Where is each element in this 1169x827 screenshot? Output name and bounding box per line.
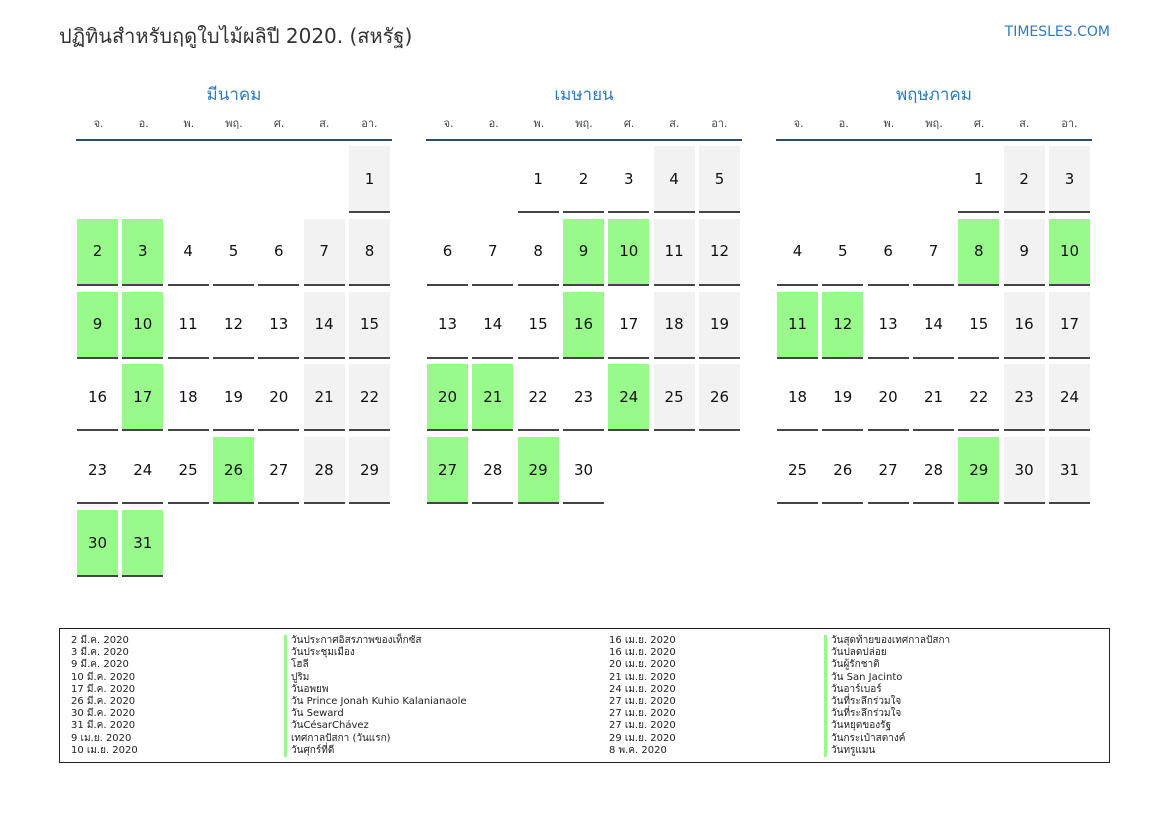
day-cell[interactable]: 7 xyxy=(472,219,513,286)
legend-holiday-name: วันอพยพ xyxy=(284,684,467,696)
legend-holiday-name: วัน Prince Jonah Kuhio Kalanianaole xyxy=(284,696,467,708)
weekday-label: อา. xyxy=(1061,117,1078,130)
day-cell[interactable]: 10 xyxy=(608,219,649,286)
legend-holiday-name: วัน San Jacinto xyxy=(824,672,950,684)
weekday-label: จ. xyxy=(443,117,454,130)
day-cell[interactable]: 13 xyxy=(258,292,299,359)
day-cell[interactable]: 13 xyxy=(427,292,468,359)
day-cell[interactable]: 19 xyxy=(213,364,254,431)
day-cell[interactable]: 25 xyxy=(168,437,209,504)
day-cell[interactable]: 23 xyxy=(563,364,604,431)
weekday-label: ศ. xyxy=(623,117,635,130)
weekday-label: อ. xyxy=(138,117,149,130)
day-cell[interactable]: 9 xyxy=(77,292,118,359)
day-cell[interactable]: 15 xyxy=(349,292,390,359)
day-cell[interactable]: 18 xyxy=(654,292,695,359)
day-cell[interactable]: 2 xyxy=(563,146,604,213)
weekday-label: ส. xyxy=(669,117,680,130)
weekday-label: ศ. xyxy=(973,117,985,130)
legend-names-left xyxy=(284,635,467,757)
day-cell[interactable]: 26 xyxy=(699,364,740,431)
day-cell[interactable]: 7 xyxy=(913,219,954,286)
weekday-label: อา. xyxy=(361,117,378,130)
day-cell[interactable]: 7 xyxy=(304,219,345,286)
legend-date: 24 เม.ย. 2020 xyxy=(609,683,676,695)
legend-holiday-name: วันปลดปล่อย xyxy=(824,647,950,659)
day-cell[interactable]: 28 xyxy=(913,437,954,504)
day-cell[interactable]: 28 xyxy=(304,437,345,504)
weekday-label: อา. xyxy=(711,117,728,130)
day-cell[interactable]: 20 xyxy=(868,364,909,431)
day-cell[interactable]: 18 xyxy=(168,364,209,431)
day-cell[interactable]: 23 xyxy=(77,437,118,504)
day-cell[interactable]: 10 xyxy=(1049,219,1090,286)
weekday-label: อ. xyxy=(838,117,849,130)
day-cell[interactable]: 12 xyxy=(213,292,254,359)
day-cell[interactable]: 29 xyxy=(958,437,999,504)
day-cell[interactable]: 25 xyxy=(777,437,818,504)
legend-holiday-name: วันผู้รักชาติ xyxy=(824,659,950,671)
day-cell[interactable]: 4 xyxy=(168,219,209,286)
day-cell[interactable]: 20 xyxy=(258,364,299,431)
month-name: พฤษภาคม xyxy=(895,85,973,105)
legend-date: 20 เม.ย. 2020 xyxy=(609,659,676,671)
day-cell[interactable]: 3 xyxy=(1049,146,1090,213)
legend-date: 9 เม.ย. 2020 xyxy=(71,732,132,744)
weekday-header xyxy=(426,117,742,141)
legend-names-right xyxy=(824,635,950,757)
legend-holiday-name: วันCésarChávez xyxy=(284,720,467,732)
weekday-label: พฤ. xyxy=(575,117,593,130)
day-cell[interactable]: 8 xyxy=(958,219,999,286)
day-cell[interactable]: 11 xyxy=(654,219,695,286)
day-cell[interactable]: 24 xyxy=(608,364,649,431)
day-cell[interactable]: 24 xyxy=(122,437,163,504)
day-cell[interactable]: 29 xyxy=(518,437,559,504)
day-cell[interactable]: 16 xyxy=(77,364,118,431)
day-cell[interactable]: 8 xyxy=(349,219,390,286)
legend-holiday-name: วัน Seward xyxy=(284,708,467,720)
weekday-label: จ. xyxy=(793,117,804,130)
day-cell[interactable]: 14 xyxy=(472,292,513,359)
day-cell[interactable]: 22 xyxy=(958,364,999,431)
weekday-label: ส. xyxy=(1019,117,1030,130)
day-cell[interactable]: 11 xyxy=(168,292,209,359)
day-cell[interactable]: 17 xyxy=(1049,292,1090,359)
day-cell[interactable]: 6 xyxy=(427,219,468,286)
day-cell[interactable]: 22 xyxy=(349,364,390,431)
day-cell[interactable]: 4 xyxy=(654,146,695,213)
day-cell[interactable]: 28 xyxy=(472,437,513,504)
legend-holiday-name: วันสุดท้ายของเทศกาลปัสกา xyxy=(824,635,950,647)
day-cell[interactable]: 13 xyxy=(868,292,909,359)
legend-date: 8 พ.ค. 2020 xyxy=(609,744,667,756)
weekday-header xyxy=(776,117,1092,141)
weekday-label: พฤ. xyxy=(925,117,943,130)
weekday-label: ศ. xyxy=(273,117,285,130)
month-name: มีนาคม xyxy=(206,85,262,105)
day-cell[interactable]: 11 xyxy=(777,292,818,359)
weekday-label: ส. xyxy=(319,117,330,130)
legend-date: 26 มี.ค. 2020 xyxy=(71,696,136,708)
day-cell[interactable]: 31 xyxy=(1049,437,1090,504)
legend-holiday-name: เทศกาลปัสกา (วันแรก) xyxy=(284,733,467,745)
legend-holiday-name: วันอาร์เบอร์ xyxy=(824,684,950,696)
day-cell[interactable]: 30 xyxy=(1004,437,1045,504)
month-calendar xyxy=(776,84,1092,479)
legend-dates-right xyxy=(609,635,676,757)
day-cell[interactable]: 4 xyxy=(777,219,818,286)
day-cell[interactable]: 26 xyxy=(213,437,254,504)
day-cell[interactable]: 9 xyxy=(1004,219,1045,286)
legend-date: 31 มี.ค. 2020 xyxy=(71,720,136,732)
legend-date: 10 มี.ค. 2020 xyxy=(71,671,136,683)
day-cell[interactable]: 12 xyxy=(699,219,740,286)
legend-date: 27 เม.ย. 2020 xyxy=(609,696,676,708)
month-calendar xyxy=(426,84,742,479)
page-title: ปฏิทินสำหรับฤดูใบไม้ผลิปี 2020. (สหรัฐ) xyxy=(59,24,413,48)
day-cell[interactable]: 29 xyxy=(349,437,390,504)
day-cell[interactable]: 17 xyxy=(608,292,649,359)
legend-holiday-name: วันหยุดของรัฐ xyxy=(824,720,950,732)
day-cell[interactable]: 5 xyxy=(822,219,863,286)
day-cell[interactable]: 27 xyxy=(427,437,468,504)
legend-date: 16 เม.ย. 2020 xyxy=(609,635,676,646)
weekday-label: พฤ. xyxy=(225,117,243,130)
day-cell[interactable]: 1 xyxy=(518,146,559,213)
day-cell[interactable]: 18 xyxy=(777,364,818,431)
legend-holiday-name: ปูริม xyxy=(284,672,467,684)
day-cell[interactable]: 22 xyxy=(518,364,559,431)
day-cell[interactable]: 21 xyxy=(472,364,513,431)
day-cell[interactable]: 15 xyxy=(518,292,559,359)
legend-date: 10 เม.ย. 2020 xyxy=(71,744,138,756)
day-cell[interactable]: 30 xyxy=(77,510,118,577)
day-cell[interactable]: 27 xyxy=(868,437,909,504)
day-cell[interactable]: 19 xyxy=(822,364,863,431)
day-cell[interactable]: 17 xyxy=(122,364,163,431)
legend-holiday-name: วันศุกร์ที่ดี xyxy=(284,745,467,757)
day-cell[interactable]: 6 xyxy=(868,219,909,286)
day-cell[interactable]: 2 xyxy=(77,219,118,286)
legend-date: 27 เม.ย. 2020 xyxy=(609,720,676,732)
day-cell[interactable]: 1 xyxy=(958,146,999,213)
legend-holiday-name: วันที่ระลึกร่วมใจ xyxy=(824,696,950,708)
legend-holiday-name: วันทรูแมน xyxy=(824,745,950,757)
legend-date: 29 เม.ย. 2020 xyxy=(609,732,676,744)
day-cell[interactable]: 26 xyxy=(822,437,863,504)
day-cell[interactable]: 5 xyxy=(699,146,740,213)
legend-dates-left xyxy=(71,635,138,757)
day-cell[interactable]: 24 xyxy=(1049,364,1090,431)
day-cell[interactable]: 30 xyxy=(563,437,604,504)
day-cell[interactable]: 9 xyxy=(563,219,604,286)
day-cell[interactable]: 8 xyxy=(518,219,559,286)
day-cell[interactable]: 6 xyxy=(258,219,299,286)
day-cell[interactable]: 23 xyxy=(1004,364,1045,431)
day-cell[interactable]: 1 xyxy=(349,146,390,213)
day-cell[interactable]: 25 xyxy=(654,364,695,431)
month-name: เมษายน xyxy=(554,85,614,105)
legend-holiday-name: วันกระเป๋าสตางค์ xyxy=(824,733,950,745)
legend-date: 21 เม.ย. 2020 xyxy=(609,671,676,683)
legend-holiday-name: วันประกาศอิสรภาพของเท็กซัส xyxy=(284,635,467,647)
day-cell[interactable]: 5 xyxy=(213,219,254,286)
day-cell[interactable]: 10 xyxy=(122,292,163,359)
legend-holiday-name: วันประชุมเมือง xyxy=(284,647,467,659)
day-cell[interactable]: 27 xyxy=(258,437,299,504)
day-cell[interactable]: 3 xyxy=(608,146,649,213)
day-cell[interactable]: 31 xyxy=(122,510,163,577)
day-cell[interactable]: 20 xyxy=(427,364,468,431)
holiday-legend xyxy=(59,628,1110,763)
day-cell[interactable]: 12 xyxy=(822,292,863,359)
day-cell[interactable]: 21 xyxy=(304,364,345,431)
legend-date: 17 มี.ค. 2020 xyxy=(71,683,136,695)
day-cell[interactable]: 14 xyxy=(913,292,954,359)
day-cell[interactable]: 2 xyxy=(1004,146,1045,213)
legend-date: 16 เม.ย. 2020 xyxy=(609,647,676,659)
day-cell[interactable]: 21 xyxy=(913,364,954,431)
day-cell[interactable]: 16 xyxy=(1004,292,1045,359)
day-cell[interactable]: 14 xyxy=(304,292,345,359)
legend-date: 2 มี.ค. 2020 xyxy=(71,635,129,646)
day-cell[interactable]: 15 xyxy=(958,292,999,359)
day-cell[interactable]: 19 xyxy=(699,292,740,359)
day-cell[interactable]: 16 xyxy=(563,292,604,359)
weekday-label: อ. xyxy=(488,117,499,130)
legend-holiday-name: โฮลี xyxy=(284,659,467,671)
weekday-label: พ. xyxy=(883,117,895,130)
legend-date: 27 เม.ย. 2020 xyxy=(609,708,676,720)
legend-date: 30 มี.ค. 2020 xyxy=(71,708,136,720)
weekday-header xyxy=(76,117,392,141)
day-cell[interactable]: 3 xyxy=(122,219,163,286)
legend-holiday-name: วันที่ระลึกร่วมใจ xyxy=(824,708,950,720)
legend-date: 9 มี.ค. 2020 xyxy=(71,659,129,671)
weekday-label: พ. xyxy=(183,117,195,130)
weekday-label: จ. xyxy=(93,117,104,130)
legend-date: 3 มี.ค. 2020 xyxy=(71,647,129,659)
weekday-label: พ. xyxy=(533,117,545,130)
month-calendar xyxy=(76,84,392,552)
site-link[interactable]: TIMESLES.COM xyxy=(1004,24,1110,40)
